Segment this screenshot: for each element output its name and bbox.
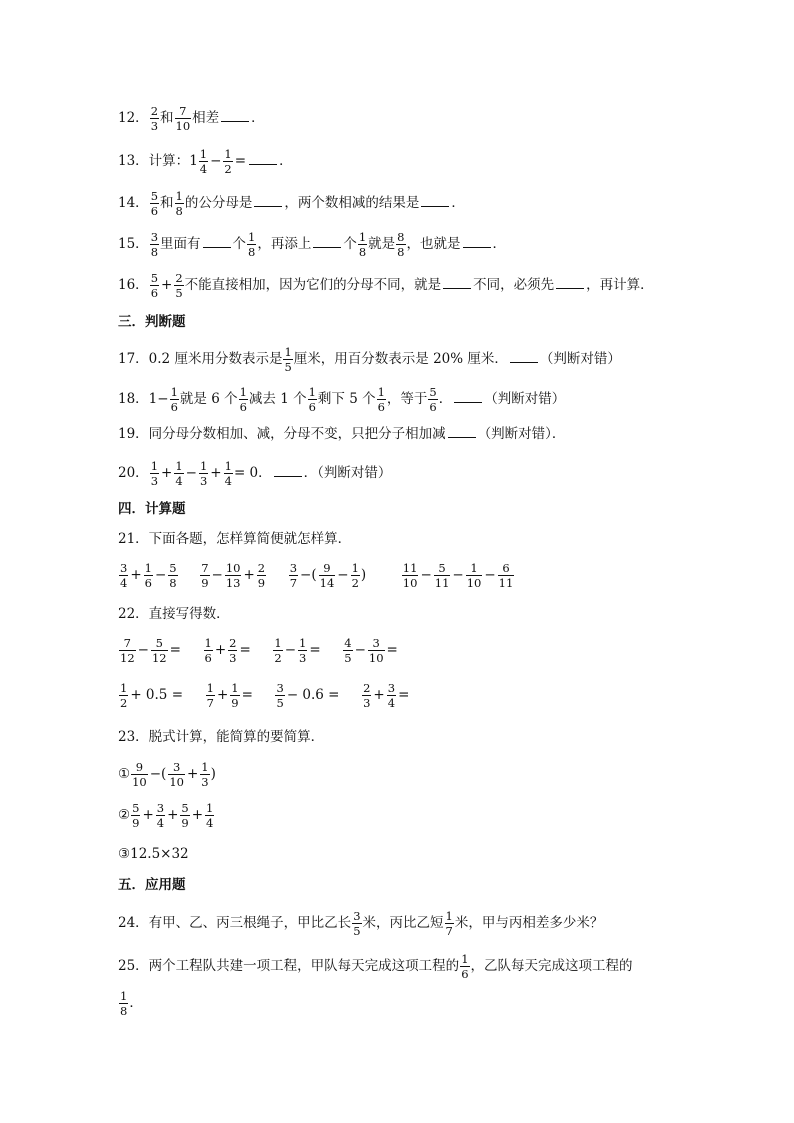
fraction: $\frac{1}{6}$ <box>461 952 469 982</box>
question-22: 22．直接写得数． <box>118 606 230 622</box>
question-14: 14． $\frac{5}{6}$ 和 $\frac{1}{8}$ 的公分母是 ，两个数相减的结果是 ． <box>118 189 465 219</box>
fraction: $\frac{1}{2}$ <box>224 147 232 177</box>
fraction: $\frac{1}{6}$ <box>377 385 385 415</box>
question-23-part-3: ③12.5×32 <box>118 846 189 862</box>
fraction: $\frac{1}{6}$ <box>239 385 247 415</box>
question-number: 13．计算： <box>118 153 190 170</box>
fraction: $\frac{7}{10}$ <box>175 104 191 134</box>
answer-blank[interactable] <box>313 247 341 248</box>
fraction: $\frac{1}{3}$ <box>150 459 159 489</box>
question-20: 20． $\frac{1}{3}$ + $\frac{1}{4}$ − $\frac{1}{3}$ + $\frac{1}{4}$ = 0． ．（判断对错） <box>118 459 392 489</box>
question-17: 17．0.2 厘米用分数表示是 $\frac{1}{5}$ 厘米，用百分数表示是 20% 厘米． （判断对错） <box>118 345 621 375</box>
question-25-continued: $\frac{1}{8}$ ． <box>120 989 143 1019</box>
answer-blank[interactable] <box>510 362 538 363</box>
answer-blank[interactable] <box>443 288 471 289</box>
section-heading: 五．应用题 <box>118 877 186 893</box>
fraction: $\frac{1}{7}$ <box>445 909 453 939</box>
question-24: 24．有甲、乙、丙三根绳子，甲比乙长 $\frac{3}{5}$ 米，丙比乙短 $\frac{1}{7}$ 米，甲与丙相差多少米？ <box>118 909 604 939</box>
answer-blank[interactable] <box>274 476 302 477</box>
answer-blank[interactable] <box>221 121 249 122</box>
question-19: 19．同分母分数相加、减，分母不变，只把分子相加减 （判断对错）． <box>118 426 566 442</box>
question-12: 12． $\frac{2}{3}$ 和 $\frac{7}{10}$ 相差 ． <box>118 104 265 134</box>
fraction: $\frac{1}{8}$ <box>120 989 128 1019</box>
question-25: 25．两个工程队共建一项工程，甲队每天完成这项工程的 $\frac{1}{6}$ ，乙队每天完成这项工程的 <box>118 952 633 982</box>
fraction: $\frac{3}{5}$ <box>353 909 361 939</box>
fraction: $\frac{2}{5}$ <box>175 271 183 301</box>
answer-blank[interactable] <box>448 437 476 438</box>
fraction: $\frac{1}{8}$ <box>248 230 256 260</box>
answer-blank[interactable] <box>454 402 482 403</box>
fraction: $\frac{1}{8}$ <box>175 189 183 219</box>
question-23: 23．脱式计算，能简算的要简算． <box>118 729 325 745</box>
question-18: 18．1− $\frac{1}{6}$ 就是 6 个 $\frac{1}{6}$ 减去 1 个 $\frac{1}{6}$ 剩下 5 个 $\frac{1}{6}$ ，等于 $\frac{5}{6}$ ． （判断对错） <box>118 385 566 415</box>
answer-blank[interactable] <box>254 206 282 207</box>
answer-blank[interactable] <box>421 206 449 207</box>
fraction: $\frac{1}{5}$ <box>284 345 292 375</box>
fraction: $\frac{5}{6}$ <box>150 271 159 301</box>
section-heading: 四．计算题 <box>118 501 186 517</box>
question-13: 13．计算：1 $\frac{1}{4}$ − $\frac{1}{2}$ = ． <box>118 147 293 177</box>
fraction: $\frac{1}{4}$ <box>175 459 183 489</box>
question-15: 15． $\frac{3}{8}$ 里面有 个 $\frac{1}{8}$ ，再添上 个 $\frac{1}{8}$ 就是 $\frac{8}{8}$ ，也就是 ． <box>118 230 506 260</box>
question-22-row-2: $\frac{1}{2}$ + 0.5 = $\frac{1}{7}$ + $\frac{1}{9}$ = $\frac{3}{5}$ − 0.6 = $\frac{2}{3}$ + $\frac{3}{4}$ = <box>120 681 410 711</box>
answer-blank[interactable] <box>463 247 491 248</box>
question-16: 16． $\frac{5}{6}$ + $\frac{2}{5}$ 不能直接相加，因为它们的分母不同，就是 不同，必须先 ，再计算． <box>118 271 654 301</box>
fraction: $\frac{1}{3}$ <box>199 459 208 489</box>
fraction: $\frac{1}{6}$ <box>308 385 316 415</box>
question-21-expressions: $\frac{3}{4}$ + $\frac{1}{6}$ − $\frac{5}{8}$ $\frac{7}{9}$ − $\frac{10}{13}$ + $\frac{2}{9}$ $\frac{3}{7}$ −( $\frac{9}{14}$ − $\frac{1}{2}$ ) $\frac{11}{10}$ − $\frac{5}{11}$ − $\frac{1}{10}$ − $\frac{6}{11}$ <box>120 561 514 591</box>
section-heading: 三．判断题 <box>118 314 186 330</box>
question-22-row-1: $\frac{7}{12}$ − $\frac{5}{12}$ = $\frac{1}{6}$ + $\frac{2}{3}$ = $\frac{1}{2}$ − $\frac{1}{3}$ = $\frac{4}{5}$ − $\frac{3}{10}$ = <box>120 636 398 666</box>
fraction: $\frac{2}{3}$ <box>150 104 159 134</box>
fraction: $\frac{1}{4}$ <box>224 459 232 489</box>
question-23-part-1: ① $\frac{9}{10}$ −( $\frac{3}{10}$ + $\frac{1}{3}$ ) <box>118 760 216 790</box>
answer-blank[interactable] <box>556 288 584 289</box>
question-23-part-2: ② $\frac{5}{9}$ + $\frac{3}{4}$ + $\frac{5}{9}$ + $\frac{1}{4}$ <box>118 801 214 831</box>
question-21: 21．下面各题，怎样算简便就怎样算． <box>118 531 352 547</box>
fraction: $\frac{8}{8}$ <box>397 230 405 260</box>
answer-blank[interactable] <box>203 247 231 248</box>
fraction: $\frac{1}{8}$ <box>358 230 367 260</box>
fraction: $\frac{5}{6}$ <box>429 385 437 415</box>
question-number: 12． <box>118 110 149 127</box>
fraction: $\frac{1}{4}$ <box>199 147 208 177</box>
fraction: $\frac{5}{6}$ <box>150 189 159 219</box>
fraction: $\frac{3}{8}$ <box>150 230 159 260</box>
fraction: $\frac{1}{6}$ <box>170 385 178 415</box>
answer-blank[interactable] <box>249 164 277 165</box>
